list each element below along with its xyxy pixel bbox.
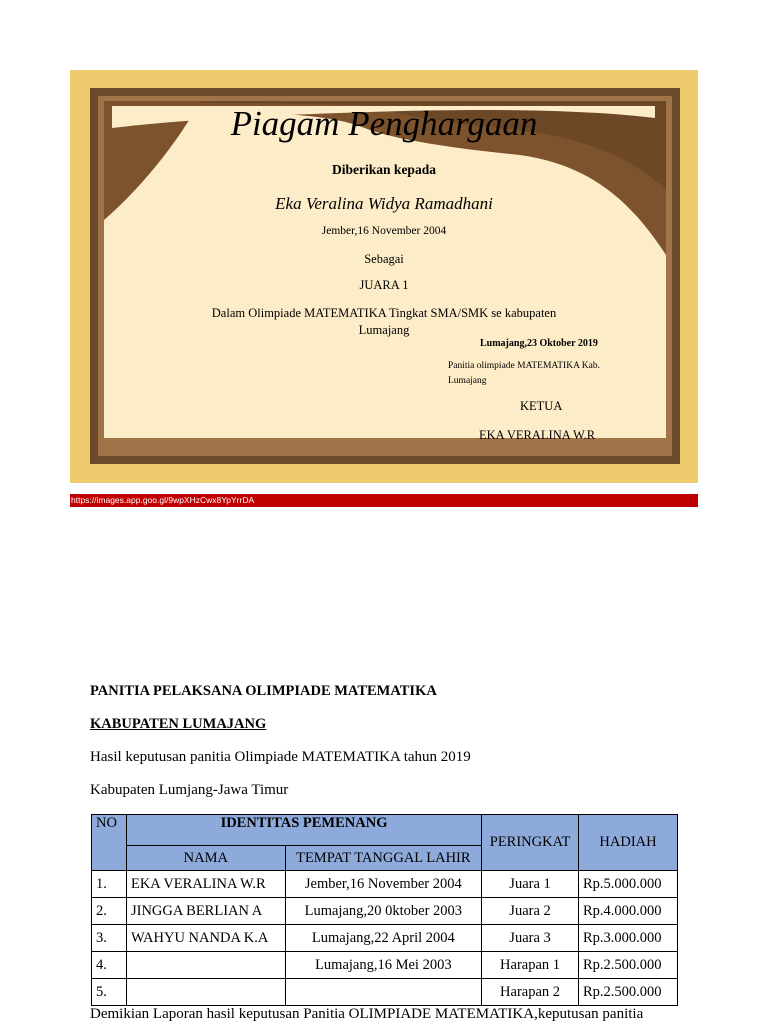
cell-name: EKA VERALINA W.R [126,871,285,898]
header-prize: HADIAH [579,815,678,871]
cell-rank: Harapan 2 [482,979,579,1006]
winners-table [91,814,678,1006]
source-url[interactable]: https://images.app.goo.gl/9wpXHzCwx8YpYrrDA [71,495,255,505]
cell-prize: Rp.3.000.000 [579,925,678,952]
header-no: NO [92,815,127,871]
event-line-2: Lumajang [358,323,410,337]
header-birth: TEMPAT TANGGAL LAHIR [285,846,481,871]
cell-birth: Lumajang,16 Mei 2003 [285,952,481,979]
cell-no: 4. [92,952,127,979]
rank-title: JUARA 1 [359,278,409,292]
as-label: Sebagai [364,252,404,266]
cell-prize: Rp.4.000.000 [579,898,678,925]
header-identity: IDENTITAS PEMENANG [126,815,481,846]
cell-no: 2. [92,898,127,925]
signer-name: EKA VERALINA W.R [479,428,596,442]
cell-name: WAHYU NANDA K.A [126,925,285,952]
header-name: NAMA [126,846,285,871]
cell-birth: Jember,16 November 2004 [285,871,481,898]
cell-prize: Rp.2.500.000 [579,952,678,979]
cell-name [126,952,285,979]
cell-birth [285,979,481,1006]
cell-prize: Rp.2.500.000 [579,979,678,1006]
doc-line-1: Hasil keputusan panitia Olimpiade MATEMATIKA tahun 2019 [90,749,471,765]
recipient-name: Eka Veralina Widya Ramadhani [275,194,493,213]
committee-line-1: Panitia olimpiade MATEMATIKA Kab. [448,361,600,371]
cell-rank: Juara 2 [482,898,579,925]
cell-rank: Juara 1 [482,871,579,898]
doc-heading-1: PANITIA PELAKSANA OLIMPIADE MATEMATIKA [90,683,437,699]
cell-birth: Lumajang,22 April 2004 [285,925,481,952]
signer-role: KETUA [520,399,563,413]
cell-prize: Rp.5.000.000 [579,871,678,898]
cell-rank: Juara 3 [482,925,579,952]
cell-no: 1. [92,871,127,898]
certificate-date: Lumajang,23 Oktober 2019 [480,338,598,349]
table-row [92,925,678,952]
header-rank: PERINGKAT [482,815,579,871]
committee-line-2: Lumajang [448,376,487,386]
cell-no: 5. [92,979,127,1006]
cell-rank: Harapan 1 [482,952,579,979]
cell-no: 3. [92,925,127,952]
table-row [92,979,678,1006]
source-url-bar [70,494,698,507]
table-row [92,898,678,925]
certificate [70,70,698,483]
doc-closing: Demikian Laporan hasil keputusan Panitia OLIMPIADE MATEMATIKA,keputusan panitia [90,1006,644,1022]
cell-name [126,979,285,1006]
table-row [92,952,678,979]
doc-heading-2: KABUPATEN LUMAJANG [90,716,267,732]
cell-birth: Lumajang,20 0ktober 2003 [285,898,481,925]
birth-info: Jember,16 November 2004 [321,225,447,237]
certificate-title: Piagam Penghargaan [230,104,538,143]
event-line-1: Dalam Olimpiade MATEMATIKA Tingkat SMA/SMK se kabupaten [211,306,557,320]
table-row [92,871,678,898]
cell-name: JINGGA BERLIAN A [126,898,285,925]
given-to-label: Diberikan kepada [332,162,436,177]
doc-line-2: Kabupaten Lumjang-Jawa Timur [90,782,289,798]
